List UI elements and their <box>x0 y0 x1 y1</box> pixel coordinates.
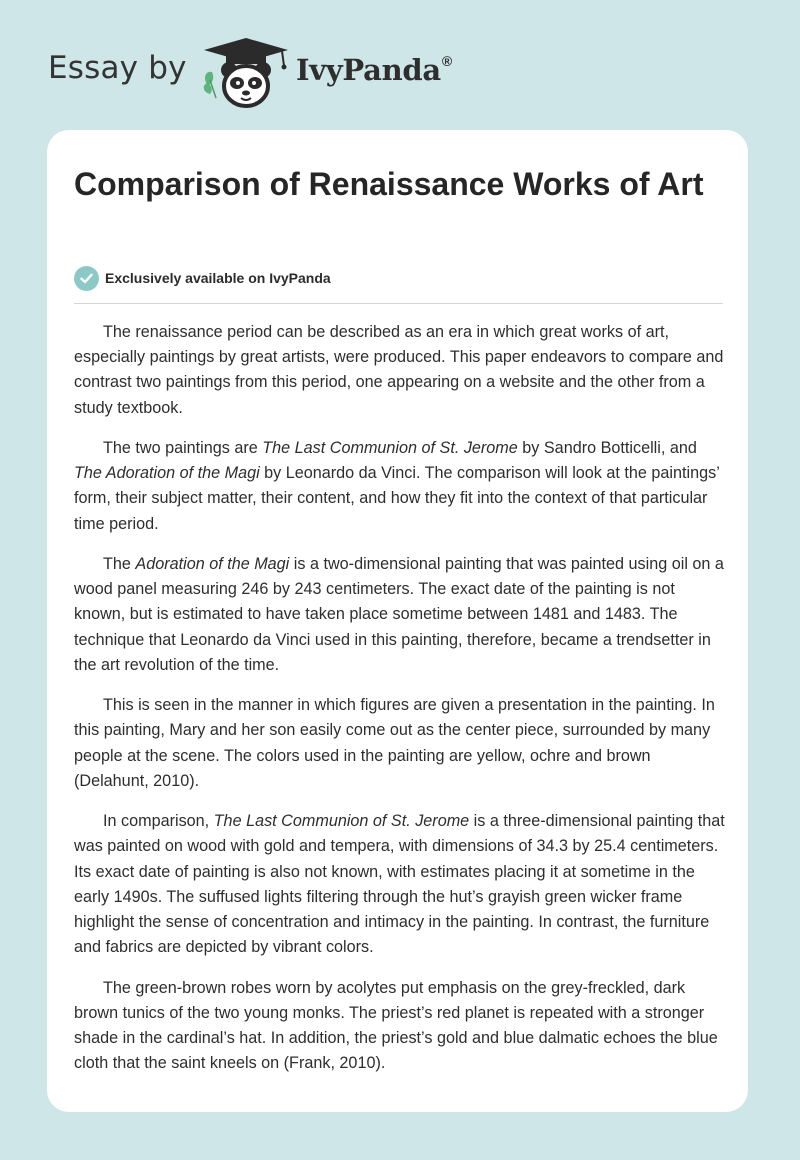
text-run: is a three-dimensional painting that was painted on wood with gold and tempera, with dimensions of 34.3 by 25.4 centimeters. Its exact date of painting is also not known, with estimates placing it at sometime in the early 1490s. The suffused lights filtering through the hut’s grayish green wicker frame highlight the sense of concentration and intimacy in the painting. In contrast, the furniture and fabrics are depicted by vibrant colors. <box>74 812 725 957</box>
text-run: by Sandro Botticelli, and <box>517 439 697 457</box>
registered-mark: ® <box>441 53 452 69</box>
text-run: The green-brown robes worn by acolytes put emphasis on the grey-freckled, dark brown tunics of the two young monks. The priest’s red planet is repeated with a stronger shade in the cardinal’s hat. In addition, the priest’s gold and blue dalmatic echoes the blue cloth that the saint kneels on (Frank, 2010). <box>74 978 718 1073</box>
italic-title: The Adoration of the Magi <box>74 464 260 483</box>
site-header <box>0 0 800 130</box>
text-run: is a two-dimensional painting that was painted using oil on a wood panel measuring 246 by 243 centimeters. The exact date of the painting is not known, but is estimated to have taken place sometime between 1481 and 1483. The technique that Leonardo da Vinci used in this painting, therefore, became a trendsetter in the art revolution of the time. <box>74 555 724 674</box>
text-run: This is seen in the manner in which figures are given a presentation in the painting. In this painting, Mary and her son easily come out as the center piece, surrounded by many people at the scene. The colors used in the painting are yellow, ochre and brown (Delahunt, 2010). <box>74 696 715 790</box>
text-run: The renaissance period can be described as an era in which great works of art, especially paintings by great artists, were produced. This paper endeavors to compare and contrast two paintings from this period, one appearing on a website and the other from a study textbook. <box>74 323 724 417</box>
paragraph <box>74 436 726 537</box>
paragraph <box>74 320 726 421</box>
exclusive-badge <box>74 265 331 291</box>
text-run: by Leonardo da Vinci. The comparison will look at the paintings’ form, their subject matter, their content, and how they fit into the context of that particular time period. <box>74 464 720 533</box>
brand-name[interactable]: IvyPanda® <box>296 53 452 87</box>
paragraph <box>74 809 726 960</box>
ivypanda-logo-icon[interactable] <box>198 36 294 110</box>
page-title: Comparison of Renaissance Works of Art <box>74 166 704 202</box>
check-icon <box>74 266 99 291</box>
paragraph <box>74 976 726 1077</box>
paragraph <box>74 552 726 678</box>
article-body <box>74 320 726 1092</box>
essay-by-label: Essay by <box>48 50 187 86</box>
text-run: The two paintings are <box>103 439 263 457</box>
divider <box>74 303 723 304</box>
badge-label: Exclusively available on IvyPanda <box>105 270 331 286</box>
italic-title: Adoration of the Magi <box>135 555 290 573</box>
text-run: In comparison, <box>103 812 214 831</box>
italic-title: The Last Communion of St. Jerome <box>262 439 518 457</box>
article-card <box>47 130 748 1112</box>
text-run: The <box>103 555 136 573</box>
italic-title: The Last Communion of St. Jerome <box>213 812 470 831</box>
paragraph <box>74 693 726 794</box>
